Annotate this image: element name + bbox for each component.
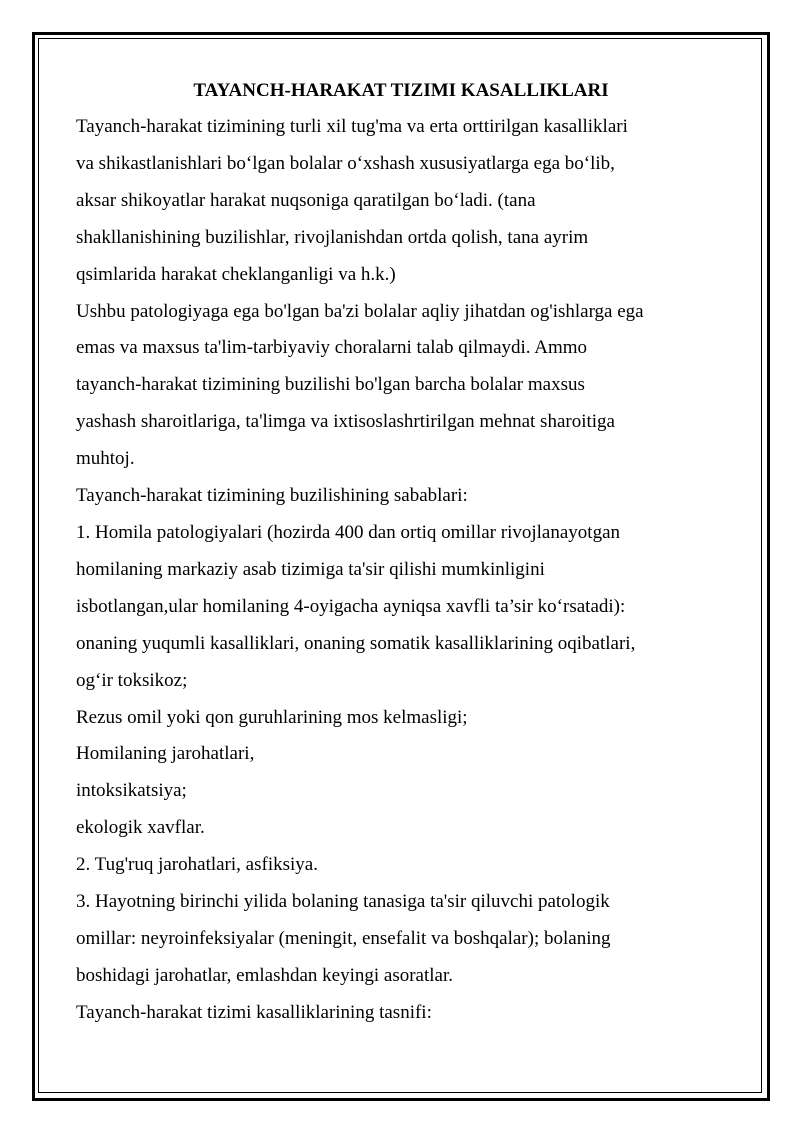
text-line: boshidagi jarohatlar, emlashdan keyingi asoratlar.: [76, 964, 454, 986]
text-line: Homilaning jarohatlari,: [76, 743, 255, 765]
text-line: Tayanch-harakat tizimining buzilishining sabablari:: [76, 485, 468, 507]
document-body: [76, 73, 726, 1032]
document-title: TAYANCH-HARAKAT TIZIMI KASALLIKLARI: [193, 80, 609, 101]
text-line: emas va maxsus ta'lim-tarbiyaviy choralarni talab qilmaydi. Ammo: [76, 337, 588, 359]
text-line: shakllanishining buzilishlar, rivojlanishdan ortda qolish, tana ayrim: [76, 226, 589, 248]
text-line: Rezus omil yoki qon guruhlarining mos kelmasligi;: [76, 706, 468, 728]
text-line: va shikastlanishlari bo‘lgan bolalar o‘xshash xususiyatlarga ega bo‘lib,: [76, 152, 615, 174]
text-line: 1. Homila patologiyalari (hozirda 400 dan ortiq omillar rivojlanayotgan: [76, 521, 620, 543]
text-line: tayanch-harakat tizimining buzilishi bo'lgan barcha bolalar maxsus: [76, 374, 585, 396]
text-line: yashash sharoitlariga, ta'limga va ixtisoslashrtirilgan mehnat sharoitiga: [76, 411, 615, 433]
text-line: onaning yuqumli kasalliklari, onaning somatik kasalliklarining oqibatlari,: [76, 632, 636, 654]
text-line: qsimlarida harakat cheklanganligi va h.k.): [76, 263, 396, 285]
text-line: muhtoj.: [76, 448, 135, 470]
text-line: homilaning markaziy asab tizimiga ta'sir qilishi mumkinligini: [76, 558, 545, 580]
text-line: ekologik xavflar.: [76, 817, 205, 839]
text-line: aksar shikoyatlar harakat nuqsoniga qaratilgan bo‘ladi. (tana: [76, 189, 536, 211]
text-line: intoksikatsiya;: [76, 780, 187, 802]
text-line: Tayanch-harakat tizimining turli xil tug'ma va erta orttirilgan kasalliklari: [76, 116, 628, 137]
text-line: omillar: neyroinfeksiyalar (meningit, ensefalit va boshqalar); bolaning: [76, 927, 611, 949]
text-line: 3. Hayotning birinchi yilida bolaning tanasiga ta'sir qiluvchi patologik: [76, 891, 610, 913]
text-line: 2. Tug'ruq jarohatlari, asfiksiya.: [76, 854, 318, 876]
text-line: Ushbu patologiyaga ega bo'lgan ba'zi bolalar aqliy jihatdan og'ishlarga ega: [76, 300, 644, 322]
text-line: og‘ir toksikoz;: [76, 669, 188, 691]
text-line: isbotlangan,ular homilaning 4-oyigacha ayniqsa xavfli ta’sir ko‘rsatadi):: [76, 595, 626, 617]
text-line: Tayanch-harakat tizimi kasalliklarining tasnifi:: [76, 1001, 432, 1023]
